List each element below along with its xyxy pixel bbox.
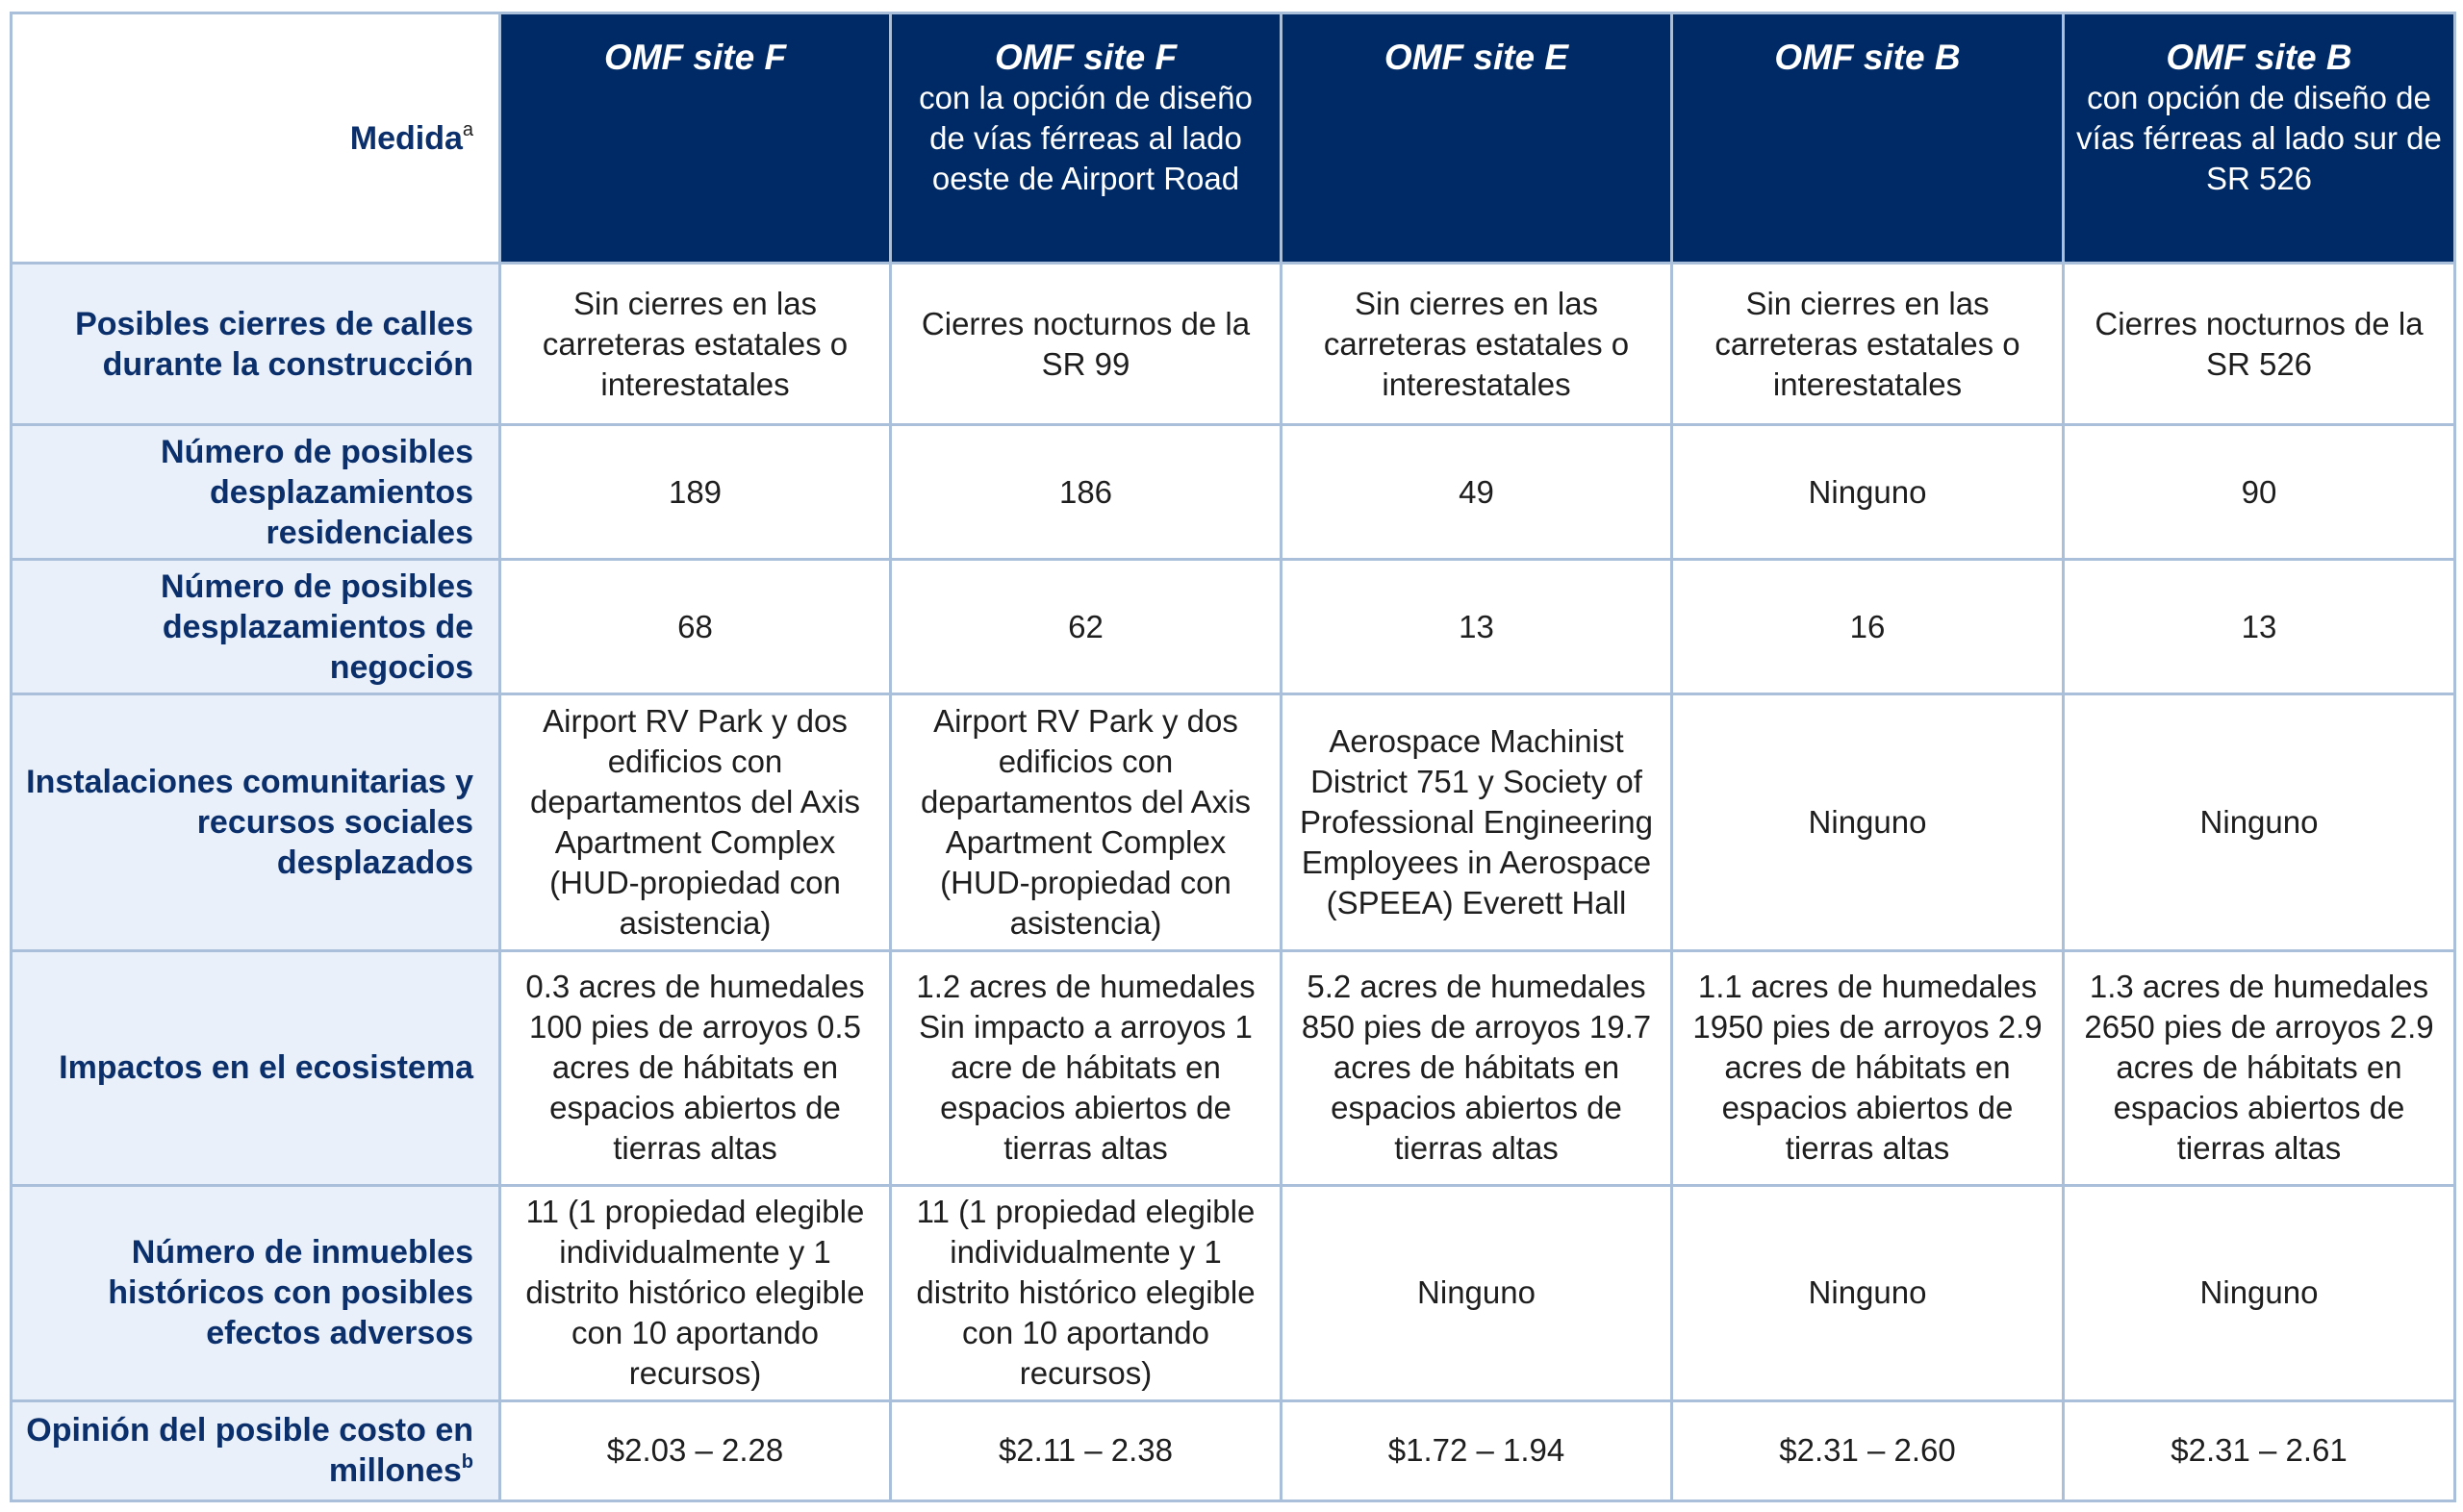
table-cell: $1.72 – 1.94 (1282, 1400, 1672, 1500)
table-cell: 0.3 acres de humedales 100 pies de arroyos 0.5 acres de hábitats en espacios abiertos de tierras altas (500, 950, 891, 1185)
table-cell: 5.2 acres de humedales 850 pies de arroyos 19.7 acres de hábitats en espacios abiertos de tierras altas (1282, 950, 1672, 1185)
table-cell: 1.2 acres de humedales Sin impacto a arroyos 1 acre de hábitats en espacios abiertos de tierras altas (891, 950, 1282, 1185)
table-cell: Sin cierres en las carreteras estatales o interestatales (1282, 264, 1672, 425)
table-row-business-displacements (12, 560, 2455, 694)
column-title: OMF site F (603, 38, 787, 77)
table-cell: $2.31 – 2.61 (2064, 1400, 2455, 1500)
table-cell: Ninguno (1672, 1185, 2064, 1400)
table-cell: $2.31 – 2.60 (1672, 1400, 2064, 1500)
table-cell: 49 (1282, 425, 1672, 560)
table-cell: Sin cierres en las carreteras estatales o interestatales (500, 264, 891, 425)
column-header-site-e (1282, 13, 1672, 264)
measure-header-cell (12, 13, 500, 264)
table-cell: $2.11 – 2.38 (891, 1400, 1282, 1500)
table-row-cost-opinion (12, 1400, 2455, 1500)
table-cell: 13 (2064, 560, 2455, 694)
table-row-residential-displacements (12, 425, 2455, 560)
footnote-marker-a: a (462, 118, 473, 140)
column-title: OMF site B (1774, 38, 1961, 77)
footnote-marker-b: b (461, 1451, 473, 1474)
table-cell: Ninguno (2064, 694, 2455, 950)
column-subtitle: con opción de diseño de vías férreas al lado sur de SR 526 (2076, 80, 2442, 196)
table-cell: Airport RV Park y dos edificios con departamentos del Axis Apartment Complex (HUD-propiedad con asistencia) (500, 694, 891, 950)
column-title: OMF site E (1384, 38, 1569, 77)
column-title: OMF site B (2166, 38, 2352, 77)
table-cell: 90 (2064, 425, 2455, 560)
table-cell: Ninguno (2064, 1185, 2455, 1400)
table-cell: 11 (1 propiedad elegible individualmente y 1 distrito histórico elegible con 10 aportando recursos) (500, 1185, 891, 1400)
column-header-site-f-west-option (891, 13, 1282, 264)
table-cell: Airport RV Park y dos edificios con departamentos del Axis Apartment Complex (HUD-propiedad con asistencia) (891, 694, 1282, 950)
table-cell: Aerospace Machinist District 751 y Society of Professional Engineering Employees in Aerospace (SPEEA) Everett Hall (1282, 694, 1672, 950)
table-row-street-closures (12, 264, 2455, 425)
row-label: Número de posibles desplazamientos de negocios (12, 560, 500, 694)
row-label: Número de posibles desplazamientos residenciales (12, 425, 500, 560)
row-label: Posibles cierres de calles durante la construcción (12, 264, 500, 425)
table-row-historic-properties (12, 1185, 2455, 1400)
table-cell: 1.1 acres de humedales 1950 pies de arroyos 2.9 acres de hábitats en espacios abiertos de tierras altas (1672, 950, 2064, 1185)
table-cell: 13 (1282, 560, 1672, 694)
row-label: Impactos en el ecosistema (12, 950, 500, 1185)
table-cell: 62 (891, 560, 1282, 694)
table-cell: 11 (1 propiedad elegible individualmente y 1 distrito histórico elegible con 10 aportando recursos) (891, 1185, 1282, 1400)
column-header-site-f (500, 13, 891, 264)
table-row-ecosystem-impacts (12, 950, 2455, 1185)
column-header-site-b (1672, 13, 2064, 264)
table-cell: Sin cierres en las carreteras estatales o interestatales (1672, 264, 2064, 425)
column-header-site-b-south-option (2064, 13, 2455, 264)
column-subtitle: con la opción de diseño de vías férreas al lado oeste de Airport Road (919, 80, 1253, 196)
table-cell: Ninguno (1672, 425, 2064, 560)
table-cell: 68 (500, 560, 891, 694)
comparison-table (10, 12, 2456, 1502)
header-row (12, 13, 2455, 264)
row-label: Instalaciones comunitarias y recursos sociales desplazados (12, 694, 500, 950)
table-cell: 1.3 acres de humedales 2650 pies de arroyos 2.9 acres de hábitats en espacios abiertos de tierras altas (2064, 950, 2455, 1185)
column-title: OMF site F (994, 38, 1178, 77)
table-cell: Ninguno (1672, 694, 2064, 950)
table-cell: 16 (1672, 560, 2064, 694)
row-label: Número de inmuebles históricos con posibles efectos adversos (12, 1185, 500, 1400)
table-row-community-facilities (12, 694, 2455, 950)
table-cell: Ninguno (1282, 1185, 1672, 1400)
table-cell: Cierres nocturnos de la SR 99 (891, 264, 1282, 425)
table-cell: $2.03 – 2.28 (500, 1400, 891, 1500)
table-cell: 189 (500, 425, 891, 560)
table-cell: Cierres nocturnos de la SR 526 (2064, 264, 2455, 425)
row-label-cost (12, 1400, 500, 1500)
measure-header-label: Medida (349, 119, 463, 157)
table-cell: 186 (891, 425, 1282, 560)
row-label-text: Opinión del posible costo en millones (26, 1412, 473, 1490)
